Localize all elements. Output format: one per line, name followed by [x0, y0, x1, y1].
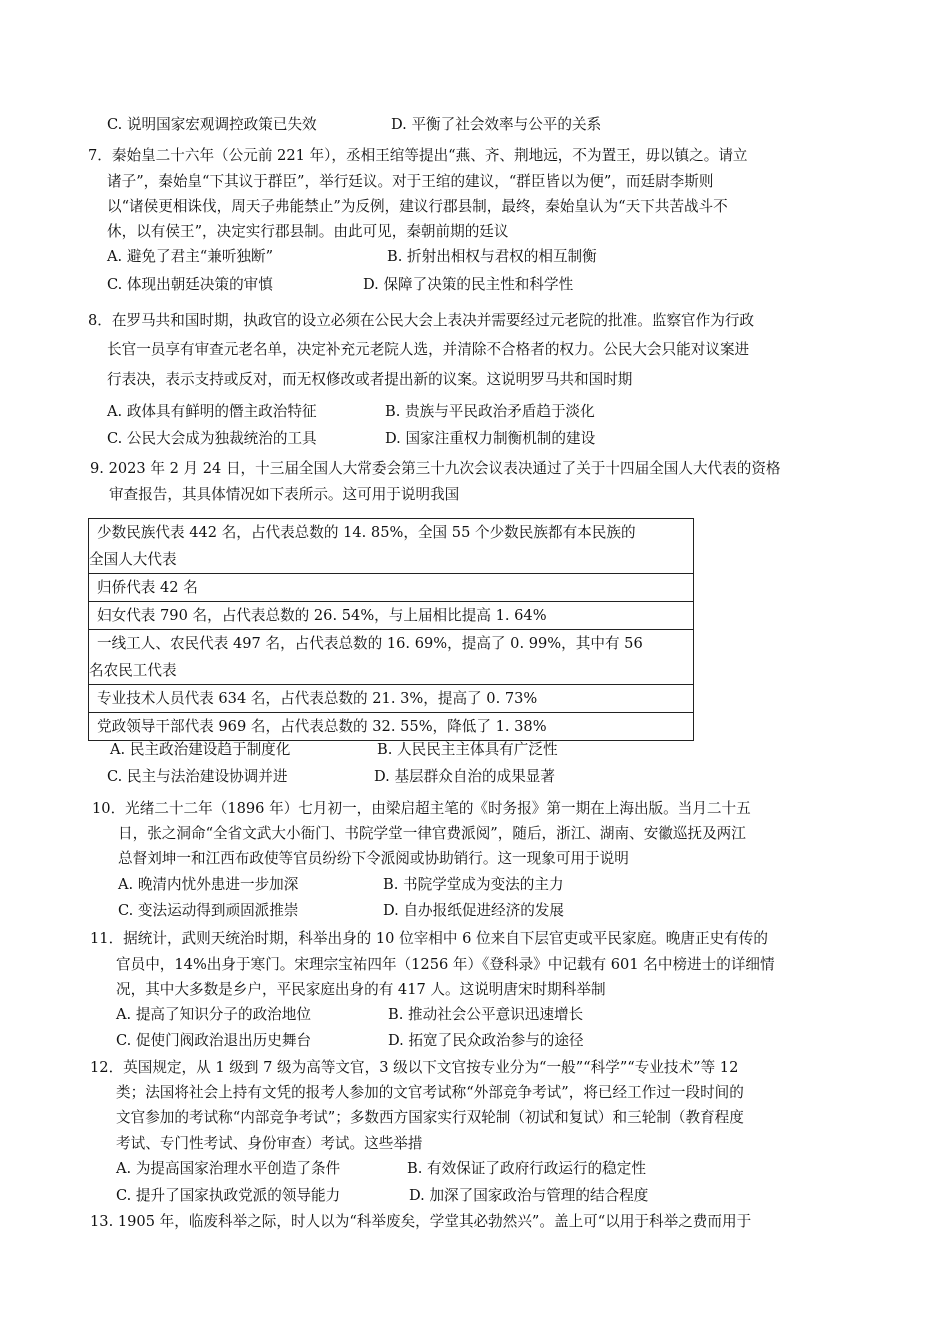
- deputy-statistics-table: [88, 518, 694, 741]
- q8-option-c: C. 公民大会成为独裁统治的工具: [107, 430, 317, 447]
- q11-option-c: C. 促使门阀政治退出历史舞台: [116, 1032, 312, 1049]
- q12-option-b: B. 有效保证了政府行政运行的稳定性: [407, 1160, 646, 1177]
- q9-option-a: A. 民主政治建设趋于制度化: [110, 741, 291, 758]
- q8-stem-line: 长官一员享有审查元老名单，决定补充元老院人选，并清除不合格者的权力。公民大会只能对议案进: [107, 341, 750, 358]
- q10-stem-line: 总督刘坤一和江西布政使等官员纷纷下令派阅或协助销行。这一现象可用于说明: [118, 850, 629, 867]
- q8-option-a: A. 政体具有鲜明的僭主政治特征: [107, 403, 317, 420]
- q10-option-d: D. 自办报纸促进经济的发展: [383, 902, 564, 919]
- q6-option-c: C. 说明国家宏观调控政策已失效: [107, 116, 317, 133]
- table-row: [89, 574, 694, 602]
- q11-option-a: A. 提高了知识分子的政治地位: [116, 1006, 311, 1023]
- q12-option-d: D. 加深了国家政治与管理的结合程度: [409, 1187, 649, 1204]
- q8-option-d: D. 国家注重权力制衡机制的建设: [385, 430, 596, 447]
- q9-option-b: B. 人民民主主体具有广泛性: [377, 741, 558, 758]
- q12-stem-line: 考试、专门性考试、身份审查）考试。这些举措: [116, 1135, 423, 1152]
- table-cell-text: 专业技术人员代表 634 名，占代表总数的 21. 3%，提高了 0. 73%: [97, 690, 538, 707]
- q7-stem-line: 7．秦始皇二十六年（公元前 221 年），丞相王绾等提出“燕、齐、荆地远，不为置王，毋以镇之。请立: [88, 147, 748, 164]
- q13-stem-line: 13. 1905 年，临废科举之际，时人以为“科举废矣，学堂其必勃然兴”。盖上可“以用于科举之费而用于: [90, 1213, 752, 1230]
- q6-option-d: D. 平衡了社会效率与公平的关系: [391, 116, 602, 133]
- table-cell-text: 少数民族代表 442 名，占代表总数的 14. 85%，全国 55 个少数民族都有本民族的: [97, 524, 636, 541]
- q8-stem-line: 8．在罗马共和国时期，执政官的设立必须在公民大会上表决并需要经过元老院的批准。监察官作为行政: [88, 312, 755, 329]
- q9-stem-line: 审查报告，其具体情况如下表所示。这可用于说明我国: [109, 486, 460, 503]
- q12-stem-line: 文官参加的考试称“内部竞争考试”；多数西方国家实行双轮制（初试和复试）和三轮制（教育程度: [116, 1109, 744, 1126]
- table-row: [89, 713, 694, 741]
- table-cell-text: 名农民工代表: [89, 662, 177, 679]
- table-cell-text: 归侨代表 42 名: [97, 579, 198, 596]
- q11-stem-line: 况，其中大多数是乡户，平民家庭出身的有 417 人。这说明唐宋时期科举制: [116, 981, 606, 998]
- table-cell-text: 全国人大代表: [89, 551, 177, 568]
- q11-stem-line: 官员中，14%出身于寒门。宋理宗宝祐四年（1256 年）《登科录》中记载有 601 名中榜进士的详细情: [116, 956, 775, 973]
- q11-option-b: B. 推动社会公平意识迅速增长: [388, 1006, 584, 1023]
- q7-option-c: C. 体现出朝廷决策的审慎: [107, 276, 273, 293]
- q9-option-c: C. 民主与法治建设协调并进: [107, 768, 288, 785]
- table-cell-text: 一线工人、农民代表 497 名，占代表总数的 16. 69%，提高了 0. 99%，其中有 56: [97, 635, 643, 652]
- q10-stem-line: 10．光绪二十二年（1896 年）七月初一，由梁启超主笔的《时务报》第一期在上海出版。当月二十五: [92, 800, 751, 817]
- table-cell-text: 妇女代表 790 名，占代表总数的 26. 54%，与上届相比提高 1. 64%: [97, 607, 547, 624]
- q10-stem-line: 日，张之洞命“全省文武大小衙门、书院学堂一律官费派阅”，随后，浙江、湖南、安徽巡抚及两江: [118, 825, 746, 842]
- q7-option-a: A. 避免了君主“兼听独断”: [107, 248, 274, 265]
- q10-option-c: C. 变法运动得到顽固派推崇: [118, 902, 299, 919]
- q9-stem-line: 9. 2023 年 2 月 24 日，十三届全国人大常委会第三十九次会议表决通过了关于十四届全国人大代表的资格: [90, 460, 781, 477]
- table-cell-text: 党政领导干部代表 969 名，占代表总数的 32. 55%，降低了 1. 38%: [97, 718, 547, 735]
- q7-option-d: D. 保障了决策的民主性和科学性: [363, 276, 574, 293]
- q10-option-b: B. 书院学堂成为变法的主力: [383, 876, 564, 893]
- q8-stem-line: 行表决，表示支持或反对，而无权修改或者提出新的议案。这说明罗马共和国时期: [107, 371, 633, 388]
- q7-option-b: B. 折射出相权与君权的相互制衡: [387, 248, 597, 265]
- q12-stem-line: 12．英国规定，从 1 级到 7 级为高等文官，3 级以下文官按专业分为“一般”“科学”“专业技术”等 12: [90, 1059, 739, 1076]
- q12-option-c: C. 提升了国家执政党派的领导能力: [116, 1187, 341, 1204]
- q12-stem-line: 类；法国将社会上持有文凭的报考人参加的文官考试称“外部竞争考试”，将已经工作过一段时间的: [116, 1084, 744, 1101]
- q7-stem-line: 休，以有侯王”，决定实行郡县制。由此可见，秦朝前期的廷议: [107, 223, 509, 240]
- q9-option-d: D. 基层群众自治的成果显著: [374, 768, 555, 785]
- table-row: [89, 630, 694, 685]
- table-row: [89, 602, 694, 630]
- q7-stem-line: 以“诸侯更相诛伐，周天子弗能禁止”为反例，建议行郡县制，最终，秦始皇认为“天下共苦战斗不: [107, 198, 728, 215]
- q10-option-a: A. 晚清内忧外患进一步加深: [118, 876, 299, 893]
- table-row: [89, 685, 694, 713]
- q12-option-a: A. 为提高国家治理水平创造了条件: [116, 1160, 341, 1177]
- q7-stem-line: 诸子”，秦始皇“下其议于群臣”，举行廷议。对于王绾的建议，“群臣皆以为便”，而廷尉李斯则: [107, 173, 714, 190]
- q8-option-b: B. 贵族与平民政治矛盾趋于淡化: [385, 403, 595, 420]
- q11-option-d: D. 拓宽了民众政治参与的途径: [388, 1032, 584, 1049]
- table-row: [89, 519, 694, 574]
- q11-stem-line: 11．据统计，武则天统治时期，科举出身的 10 位宰相中 6 位来自下层官吏或平民家庭。晚唐正史有传的: [90, 930, 768, 947]
